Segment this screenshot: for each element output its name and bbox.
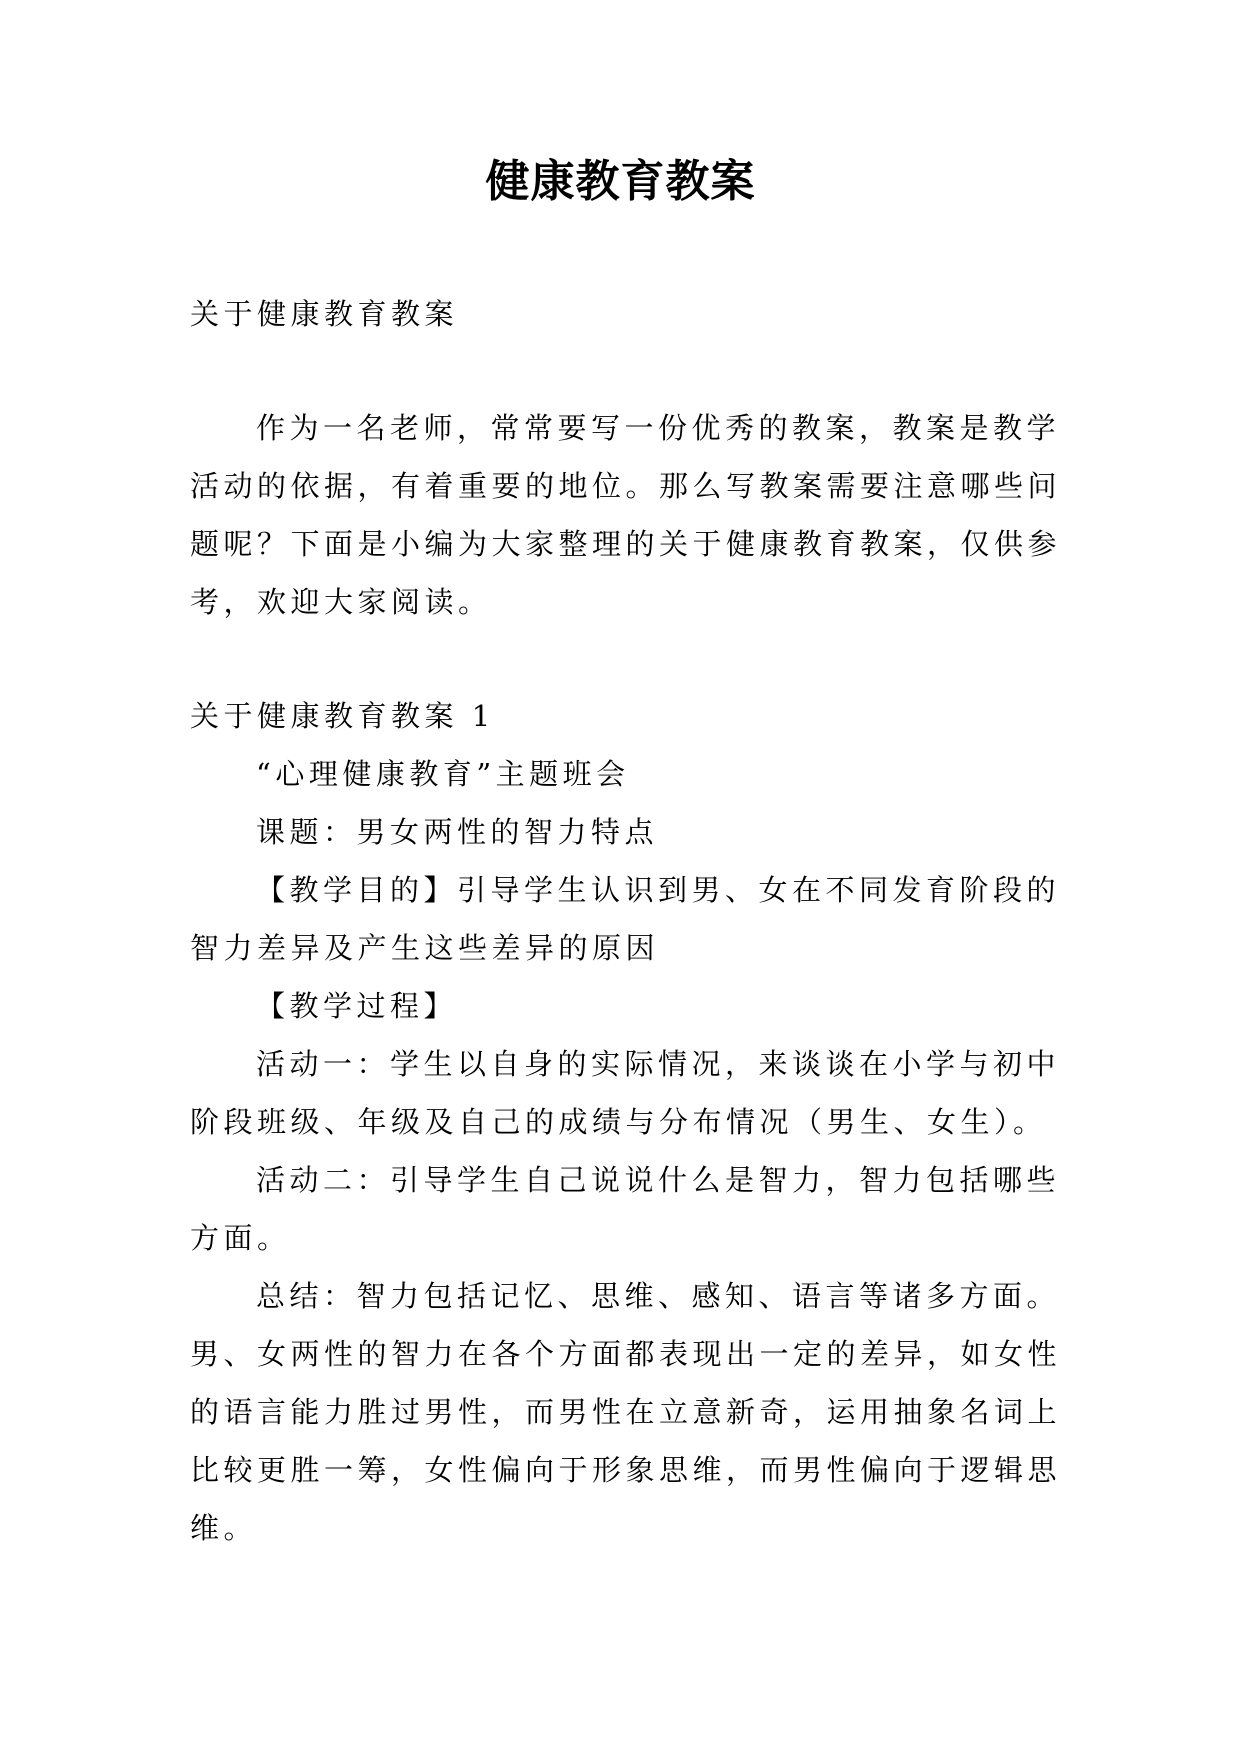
body-paragraph-line: 智力差异及产生这些差异的原因 bbox=[190, 931, 660, 965]
body-paragraph-line: 男、女两性的智力在各个方面都表现出一定的差异，如女性 bbox=[190, 1337, 1062, 1371]
body-paragraph-line: 方面。 bbox=[190, 1221, 291, 1255]
section-heading: 关于健康教育教案 1 bbox=[190, 699, 495, 733]
body-paragraph-line: 阶段班级、年级及自己的成绩与分布情况（男生、女生）。 bbox=[190, 1105, 1047, 1139]
body-paragraph-line: 活动二：引导学生自己说说什么是智力，智力包括哪些 bbox=[256, 1163, 1061, 1197]
intro-paragraph-line: 作为一名老师，常常要写一份优秀的教案，教案是教学 bbox=[256, 411, 1061, 445]
body-paragraph-line: 【教学过程】 bbox=[256, 989, 458, 1023]
intro-paragraph-line: 活动的依据，有着重要的地位。那么写教案需要注意哪些问 bbox=[190, 469, 1062, 503]
body-paragraph-line: 的语言能力胜过男性，而男性在立意新奇，运用抽象名词上 bbox=[190, 1395, 1062, 1429]
body-paragraph-line: 【教学目的】引导学生认识到男、女在不同发育阶段的 bbox=[256, 873, 1061, 907]
intro-paragraph-line: 考，欢迎大家阅读。 bbox=[190, 585, 492, 619]
intro-paragraph-line: 题呢？下面是小编为大家整理的关于健康教育教案，仅供参 bbox=[190, 527, 1062, 561]
section-heading: 关于健康教育教案 bbox=[190, 297, 459, 331]
body-paragraph-line: 比较更胜一筹，女性偏向于形象思维，而男性偏向于逻辑思 bbox=[190, 1453, 1062, 1487]
document-title: 健康教育教案 bbox=[485, 156, 756, 207]
body-paragraph-line: 活动一：学生以自身的实际情况，来谈谈在小学与初中 bbox=[256, 1047, 1061, 1081]
body-paragraph-line: 总结：智力包括记忆、思维、感知、语言等诸多方面。 bbox=[256, 1279, 1061, 1313]
topic-line: 课题：男女两性的智力特点 bbox=[256, 815, 659, 849]
subtitle-line: “心理健康教育”主题班会 bbox=[256, 757, 630, 791]
body-paragraph-line: 维。 bbox=[190, 1511, 258, 1545]
